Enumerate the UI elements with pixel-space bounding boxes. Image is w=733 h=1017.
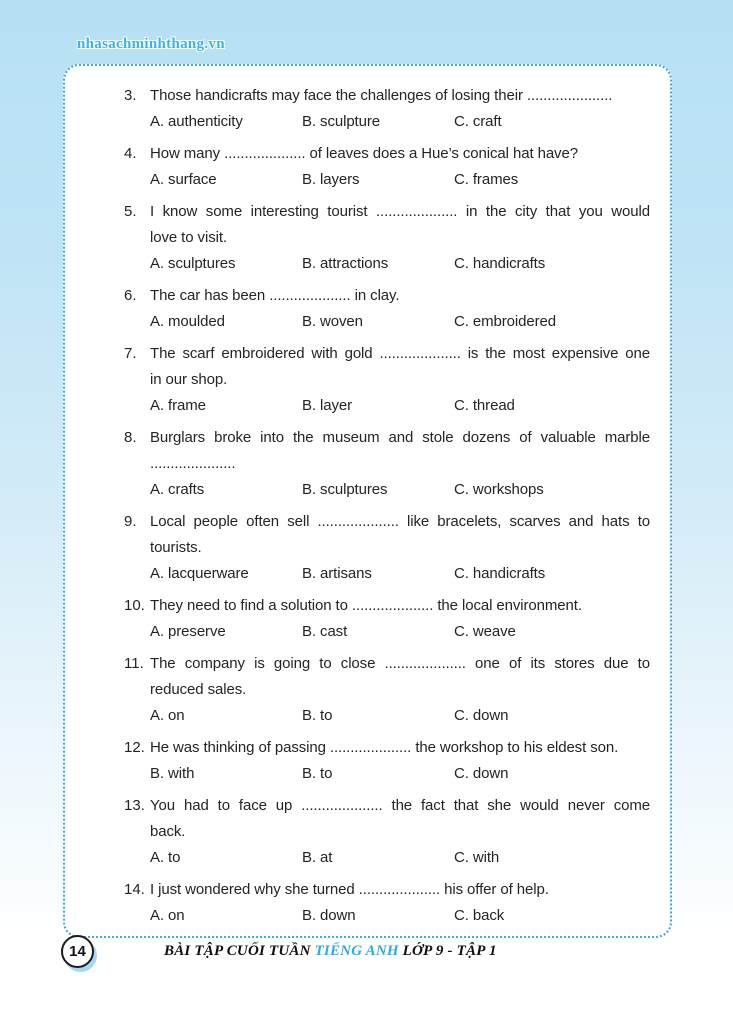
question-body bbox=[150, 199, 650, 277]
worksheet-card bbox=[63, 64, 672, 938]
question-item bbox=[124, 283, 650, 335]
footer-title-suffix: LỚP 9 - TẬP 1 bbox=[398, 943, 497, 959]
option-a: A. preserve bbox=[150, 623, 226, 640]
question-item bbox=[124, 793, 650, 871]
option-c: C. with bbox=[454, 849, 500, 866]
question-body bbox=[150, 509, 650, 587]
question-text bbox=[150, 793, 650, 845]
option-a: A. to bbox=[150, 849, 181, 866]
question-body bbox=[150, 425, 650, 503]
question-body bbox=[150, 593, 650, 645]
question-text-line: The company is going to close .................... one of its stores due to bbox=[150, 655, 650, 672]
question-options bbox=[150, 309, 650, 335]
question-options bbox=[150, 703, 650, 729]
question-text-line: The scarf embroidered with gold .................... is the most expensive one bbox=[150, 345, 650, 362]
option-a: A. frame bbox=[150, 397, 206, 414]
option-a: A. crafts bbox=[150, 481, 205, 498]
option-b: B. at bbox=[302, 849, 333, 866]
option-a: A. authenticity bbox=[150, 113, 243, 130]
question-text-line: back. bbox=[150, 823, 186, 840]
question-item bbox=[124, 593, 650, 645]
question-text bbox=[150, 341, 650, 393]
question-item bbox=[124, 83, 650, 135]
question-body bbox=[150, 793, 650, 871]
question-text-line: reduced sales. bbox=[150, 681, 247, 698]
question-text-line: I just wondered why she turned .................... his offer of help. bbox=[150, 881, 549, 898]
question-text bbox=[150, 425, 650, 477]
question-body bbox=[150, 283, 650, 335]
option-b: B. layers bbox=[302, 171, 360, 188]
option-b: B. sculpture bbox=[302, 113, 381, 130]
question-body bbox=[150, 83, 650, 135]
question-text-line: love to visit. bbox=[150, 229, 227, 246]
option-b: B. attractions bbox=[302, 255, 389, 272]
question-number: 10. bbox=[124, 597, 145, 614]
question-text bbox=[150, 283, 650, 309]
question-options bbox=[150, 251, 650, 277]
question-text-line: Local people often sell .................... like bracelets, scarves and hats to bbox=[150, 513, 650, 530]
page-footer bbox=[61, 935, 497, 968]
question-list bbox=[124, 83, 650, 929]
question-number: 7. bbox=[124, 345, 137, 362]
question-text-line: Those handicrafts may face the challenges of losing their ..................... bbox=[150, 87, 613, 104]
option-b: B. layer bbox=[302, 397, 353, 414]
option-a: A. sculptures bbox=[150, 255, 236, 272]
option-c: C. frames bbox=[454, 171, 519, 188]
option-c: C. back bbox=[454, 907, 505, 924]
question-body bbox=[150, 141, 650, 193]
question-item bbox=[124, 199, 650, 277]
option-c: C. weave bbox=[454, 623, 516, 640]
option-b: B. cast bbox=[302, 623, 348, 640]
question-text-line: Burglars broke into the museum and stole dozens of valuable marble bbox=[150, 429, 650, 446]
question-item bbox=[124, 141, 650, 193]
option-a: A. moulded bbox=[150, 313, 225, 330]
question-number: 12. bbox=[124, 739, 145, 756]
footer-title-highlight: TIẾNG ANH bbox=[314, 943, 399, 959]
question-body bbox=[150, 877, 650, 929]
footer-title-prefix: BÀI TẬP CUỐI TUẦN bbox=[164, 943, 315, 959]
question-options bbox=[150, 167, 650, 193]
option-b: B. down bbox=[302, 907, 356, 924]
question-item bbox=[124, 877, 650, 929]
question-text bbox=[150, 877, 650, 903]
option-c: C. down bbox=[454, 707, 509, 724]
option-c: C. thread bbox=[454, 397, 515, 414]
question-text-line: They need to find a solution to .................... the local environment. bbox=[150, 597, 582, 614]
question-text bbox=[150, 83, 650, 109]
question-options bbox=[150, 477, 650, 503]
question-number: 13. bbox=[124, 797, 145, 814]
question-number: 9. bbox=[124, 513, 137, 530]
question-text-line: ..................... bbox=[150, 455, 236, 472]
question-item bbox=[124, 735, 650, 787]
question-number: 6. bbox=[124, 287, 137, 304]
question-body bbox=[150, 651, 650, 729]
question-text bbox=[150, 735, 650, 761]
watermark-text: nhasachminhthang.vn bbox=[77, 36, 225, 52]
question-options bbox=[150, 903, 650, 929]
question-text bbox=[150, 141, 650, 167]
question-item bbox=[124, 341, 650, 419]
question-text-line: tourists. bbox=[150, 539, 202, 556]
question-text bbox=[150, 593, 650, 619]
option-a: A. on bbox=[150, 907, 185, 924]
question-body bbox=[150, 735, 650, 787]
question-item bbox=[124, 509, 650, 587]
question-text bbox=[150, 651, 650, 703]
question-number: 8. bbox=[124, 429, 137, 446]
question-text-line: You had to face up .................... the fact that she would never come bbox=[150, 797, 650, 814]
footer-title bbox=[164, 943, 497, 960]
question-item bbox=[124, 651, 650, 729]
question-number: 5. bbox=[124, 203, 137, 220]
question-text-line: I know some interesting tourist .................... in the city that you would bbox=[150, 203, 650, 220]
option-c: C. handicrafts bbox=[454, 565, 546, 582]
option-c: C. handicrafts bbox=[454, 255, 546, 272]
option-c: C. down bbox=[454, 765, 509, 782]
question-text-line: How many .................... of leaves does a Hue’s conical hat have? bbox=[150, 145, 578, 162]
option-c: C. workshops bbox=[454, 481, 544, 498]
question-text-line: in our shop. bbox=[150, 371, 228, 388]
question-text-line: The car has been .................... in clay. bbox=[150, 287, 400, 304]
question-text-line: He was thinking of passing .................... the workshop to his eldest son. bbox=[150, 739, 619, 756]
question-options bbox=[150, 845, 650, 871]
question-number: 4. bbox=[124, 145, 137, 162]
option-c: C. embroidered bbox=[454, 313, 556, 330]
question-options bbox=[150, 561, 650, 587]
question-options bbox=[150, 761, 650, 787]
question-text bbox=[150, 509, 650, 561]
page-number-badge bbox=[61, 935, 94, 968]
question-options bbox=[150, 619, 650, 645]
option-a: A. on bbox=[150, 707, 185, 724]
page-number: 14 bbox=[69, 943, 86, 960]
option-c: C. craft bbox=[454, 113, 502, 130]
option-a: B. with bbox=[150, 765, 195, 782]
question-number: 3. bbox=[124, 87, 137, 104]
option-a: A. lacquerware bbox=[150, 565, 249, 582]
question-body bbox=[150, 341, 650, 419]
option-a: A. surface bbox=[150, 171, 217, 188]
option-b: B. artisans bbox=[302, 565, 372, 582]
option-b: B. to bbox=[302, 707, 333, 724]
question-options bbox=[150, 109, 650, 135]
option-b: B. to bbox=[302, 765, 333, 782]
option-b: B. sculptures bbox=[302, 481, 388, 498]
question-text bbox=[150, 199, 650, 251]
question-number: 11. bbox=[124, 655, 144, 672]
question-number: 14. bbox=[124, 881, 145, 898]
option-b: B. woven bbox=[302, 313, 363, 330]
question-item bbox=[124, 425, 650, 503]
question-options bbox=[150, 393, 650, 419]
